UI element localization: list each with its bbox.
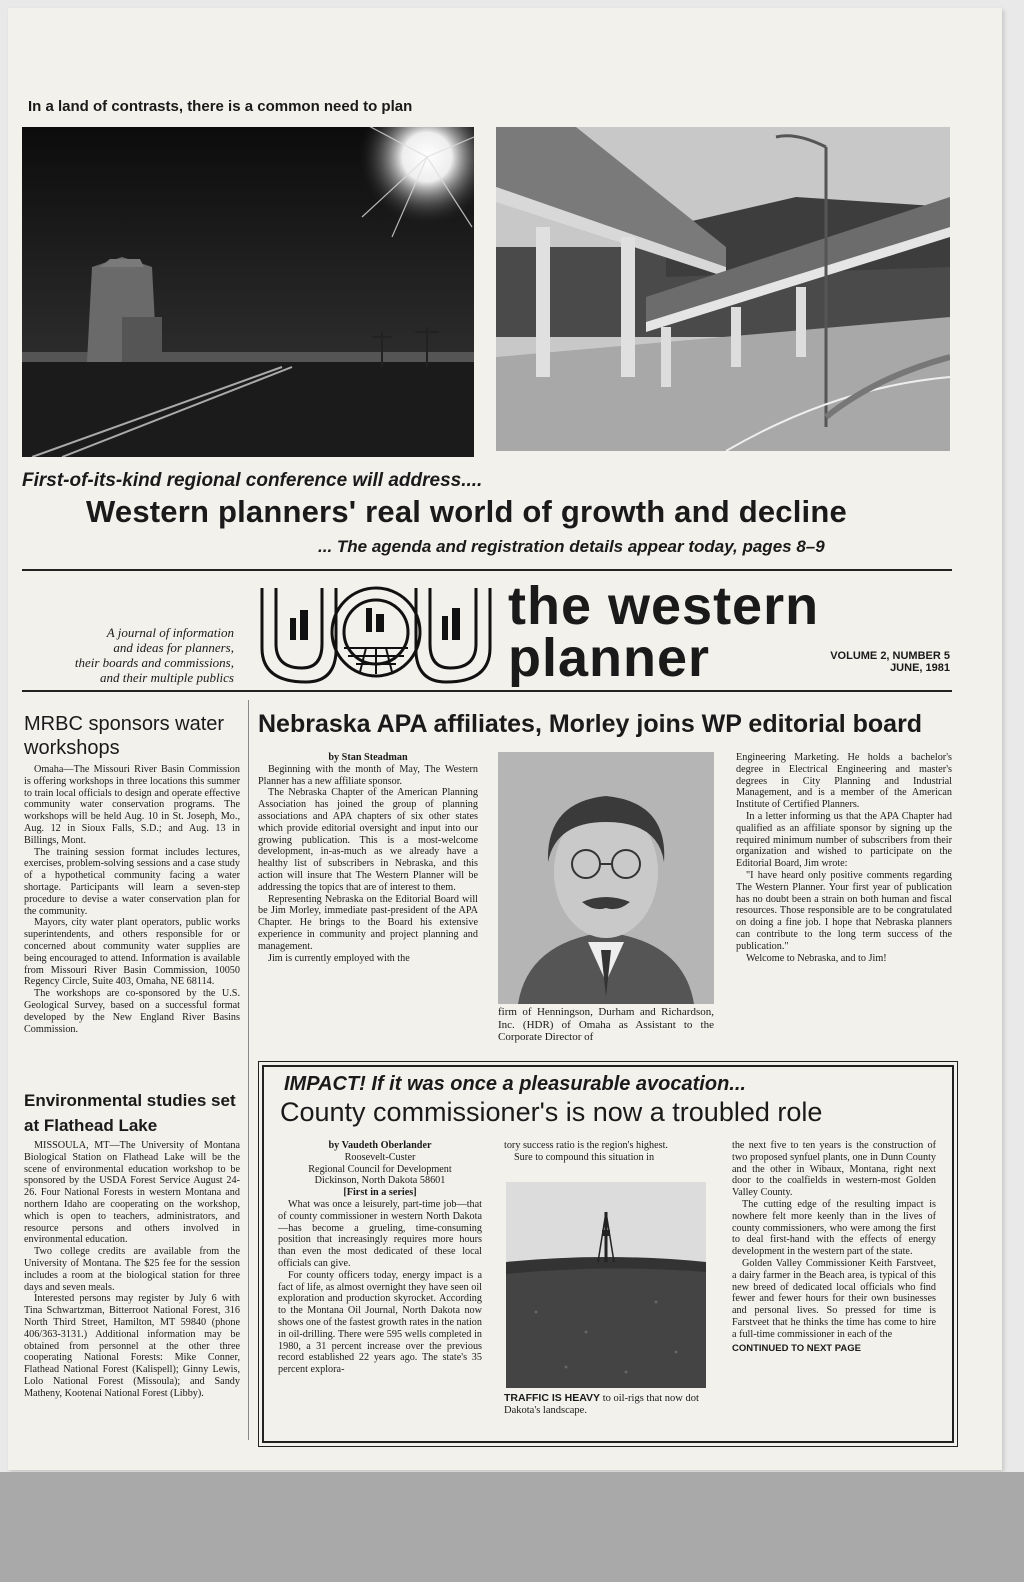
paragraph: The cutting edge of the resulting impact is nowhere felt more keenly than in the lives of county commissioners, who were among the first to deal first-hand with the effects of energy development in the western part of the state. xyxy=(732,1198,936,1258)
mrbc-article xyxy=(24,712,240,1035)
byline-line: by Vaudeth Oberlander xyxy=(328,1140,432,1151)
paragraph: Omaha—The Missouri River Basin Commission is offering workshops in three locations this summer to train local officials to design and operate effective community water conservation programs. The workshops will be held Aug. 10 in St. Joseph, Mo., Aug. 12 in Sioux Falls, S.D.; and Aug. 13 in Billings, Mont. xyxy=(24,764,240,846)
impact-col-3 xyxy=(732,1140,936,1354)
paragraph: In a letter informing us that the APA Chapter had qualified as an affiliate sponsor by signing up the required minimum number of subscribers from their organization and wished to participate on the Editorial Board, Jim wrote: xyxy=(736,810,952,870)
freeway-overpass-photo xyxy=(496,127,950,451)
byline: by Stan Steadman xyxy=(328,752,408,763)
masthead-line-2: planner xyxy=(508,628,711,688)
oil-rig-caption xyxy=(504,1392,708,1417)
paragraph: Mayors, city water plant operators, public works superintendents, and others responsible for or concerned about community water supplies are being encouraged to attend. Information is available from Missouri River Basin Commission, 10050 Regency Circle, Suite 403, Omaha, NE 68114. xyxy=(24,917,240,988)
paragraph: What was once a leisurely, part-time job—that of county commissioner in western North Dakota—has become a grueling, time-consuming position that increasingly requires more hours than even the most dedicated of these local officials can give. xyxy=(278,1198,482,1269)
tagline xyxy=(30,625,234,685)
top-kicker: In a land of contrasts, there is a common need to plan xyxy=(28,98,413,115)
tagline-line: their boards and commissions, xyxy=(74,655,234,670)
paragraph: the next five to ten years is the construction of two proposed synfuel plants, one in Dunn County and the other in Wibaux, Montana, right next door to the coalfields in western-most Golden Valley County. xyxy=(732,1140,936,1199)
continued-note: CONTINUED TO NEXT PAGE xyxy=(732,1342,861,1354)
tagline-line: and their multiple publics xyxy=(100,670,234,685)
nebraska-headline: Nebraska APA affiliates, Morley joins WP editorial board xyxy=(258,710,923,738)
paragraph: Representing Nebraska on the Editorial Board will be Jim Morley, immediate past-president of the APA Chapter. He brings to the Board his extensive experience in community and project planning and management. xyxy=(258,893,478,952)
oil-rig-photo xyxy=(506,1182,706,1388)
byline-line: Roosevelt-Custer xyxy=(344,1151,416,1163)
issue-date: JUNE, 1981 xyxy=(890,662,950,674)
paragraph: tory success ratio is the region's highest. xyxy=(504,1140,668,1151)
main-headline: Western planners' real world of growth and decline xyxy=(86,494,847,529)
rule-masthead-bottom xyxy=(22,690,952,692)
paragraph: Beginning with the month of May, The Western Planner has a new affiliate sponsor. xyxy=(258,763,478,787)
impact-byline xyxy=(278,1140,482,1199)
masthead-line-1: the western xyxy=(508,576,820,636)
tagline-line: A journal of information xyxy=(106,625,234,640)
paragraph: Two college credits are available from the University of Montana. The $25 fee for the session includes a room at the biological station for three days and seven meals. xyxy=(24,1246,240,1293)
headline-deck: ... The agenda and registration details appear today, pages 8–9 xyxy=(318,537,825,556)
sub-kicker: First-of-its-kind regional conference will address.... xyxy=(22,470,483,491)
environmental-article xyxy=(24,1088,240,1400)
paragraph: The Nebraska Chapter of the American Planning Association has joined the group of planning associations and APA chapters of six other states which provide editorial oversight and input into our growing publication. This is a most-welcome development, in-as-much as we already have a healthy list of subscribers in Nebraska, and this action will insure that The Western Planner will be addressing the topics that are of interest to them. xyxy=(258,787,478,893)
masthead-logo xyxy=(256,578,496,686)
column-divider xyxy=(248,700,249,1440)
tagline-line: and ideas for planners, xyxy=(113,640,234,655)
nebraska-col-2-caption: firm of Henningson, Durham and Richardson, Inc. (HDR) of Omaha as Assistant to the Corporate Director of xyxy=(498,1006,714,1043)
scanner-background xyxy=(0,1472,1024,1582)
impact-col-1 xyxy=(278,1140,482,1376)
mrbc-body xyxy=(24,764,240,1035)
paragraph: The workshops are co-sponsored by the U.S. Geological Survey, based on a successful format developed by the New England River Basins Commission. xyxy=(24,988,240,1035)
caption-lead: TRAFFIC IS HEAVY xyxy=(504,1392,601,1404)
paragraph: Interested persons may register by July 6 with Tina Schwartzman, Bitterroot National Forest, 316 North Third Street, Hamilton, MT 59840 (phone 406/363-3131.) Additional information may be obtained from personnel at the other three cooperating National Forests: Mike Conner, Flathead National Forest (Kalispell); Ginny Lewis, Lolo National Forest (Missoula); and Sandy Matheny, Kootenai National Forest (Libby). xyxy=(24,1293,240,1399)
jim-morley-portrait xyxy=(498,752,714,1004)
nebraska-col-3 xyxy=(736,752,952,964)
environmental-title: Environmental studies set at Flathead Lake xyxy=(24,1091,236,1135)
caption-text: to oil-rigs that now dot Dakota's landscape. xyxy=(504,1393,699,1416)
paragraph: For county officers today, energy impact is a fact of life, as almost overnight they have seen oil exploration and production skyrocket. According to the Montana Oil Journal, North Dakota now shows one of the fastest growth rates in the nation in oil-drilling. There were 595 wells completed in 1980, a 31 percent increase over the previous record established 22 years ago. The state's 35 percent explora- xyxy=(278,1269,482,1376)
paragraph: Jim is currently employed with the xyxy=(268,952,410,964)
nebraska-col-1 xyxy=(258,752,478,964)
volume-number: VOLUME 2, NUMBER 5 xyxy=(830,650,950,662)
byline-line: Regional Council for Development xyxy=(308,1163,452,1175)
paragraph: The training session format includes lectures, exercises, problem-solving sessions and a case study of a hypothetical community facing a water shortage. Participants will learn a seven-step procedure to devise a water conservation plan for the community. xyxy=(24,846,240,917)
impact-headline: County commissioner's is now a troubled role xyxy=(280,1097,823,1127)
masthead-title xyxy=(508,576,820,688)
paragraph: Welcome to Nebraska, and to Jim! xyxy=(746,952,887,964)
environmental-body xyxy=(24,1140,240,1400)
paragraph: "I have heard only positive comments regarding The Western Planner. Your first year of publication has no doubt been a strain on both human and fiscal resources. Those responsible are to be congratulated on doing a fine job. I hope that Nebraska planners can contribute to the long term success of the publication." xyxy=(736,869,952,952)
paragraph: MISSOULA, MT—The University of Montana Biological Station on Flathead Lake will be the scene of environmental education workshop to be sponsored by the USDA Forest Service August 24-26. Four National Forests in western Montana and northern Idaho are cooperating on the workshop, which is open to teachers, administrators, and resource persons and others involved in environmental education. xyxy=(24,1140,240,1246)
issue-info xyxy=(790,650,950,674)
impact-kicker: IMPACT! If it was once a pleasurable avocation... xyxy=(284,1073,746,1095)
grain-elevator-photo xyxy=(22,127,474,457)
byline-line: [First in a series] xyxy=(343,1187,417,1199)
rule-top xyxy=(22,569,952,571)
paragraph: Golden Valley Commissioner Keith Farstveet, a dairy farmer in the Beach area, is typical of this new breed of dedicated local officials who find fewer and fewer hours for their own businesses and personal lives. So pressed for time is Farstveet that he thinks the time has come to hire a full-time commissioner in each of the xyxy=(732,1257,936,1340)
paragraph: Sure to compound this situation in xyxy=(514,1151,655,1163)
impact-col-2 xyxy=(504,1140,708,1164)
byline-line: Dickinson, North Dakota 58601 xyxy=(314,1175,446,1187)
paragraph: Engineering Marketing. He holds a bachelor's degree in Electrical Engineering and master's degrees in City Planning and Industrial Management, and is a member of the American Institute of Certified Planners. xyxy=(736,752,952,811)
mrbc-title: MRBC sponsors water workshops xyxy=(24,713,225,759)
